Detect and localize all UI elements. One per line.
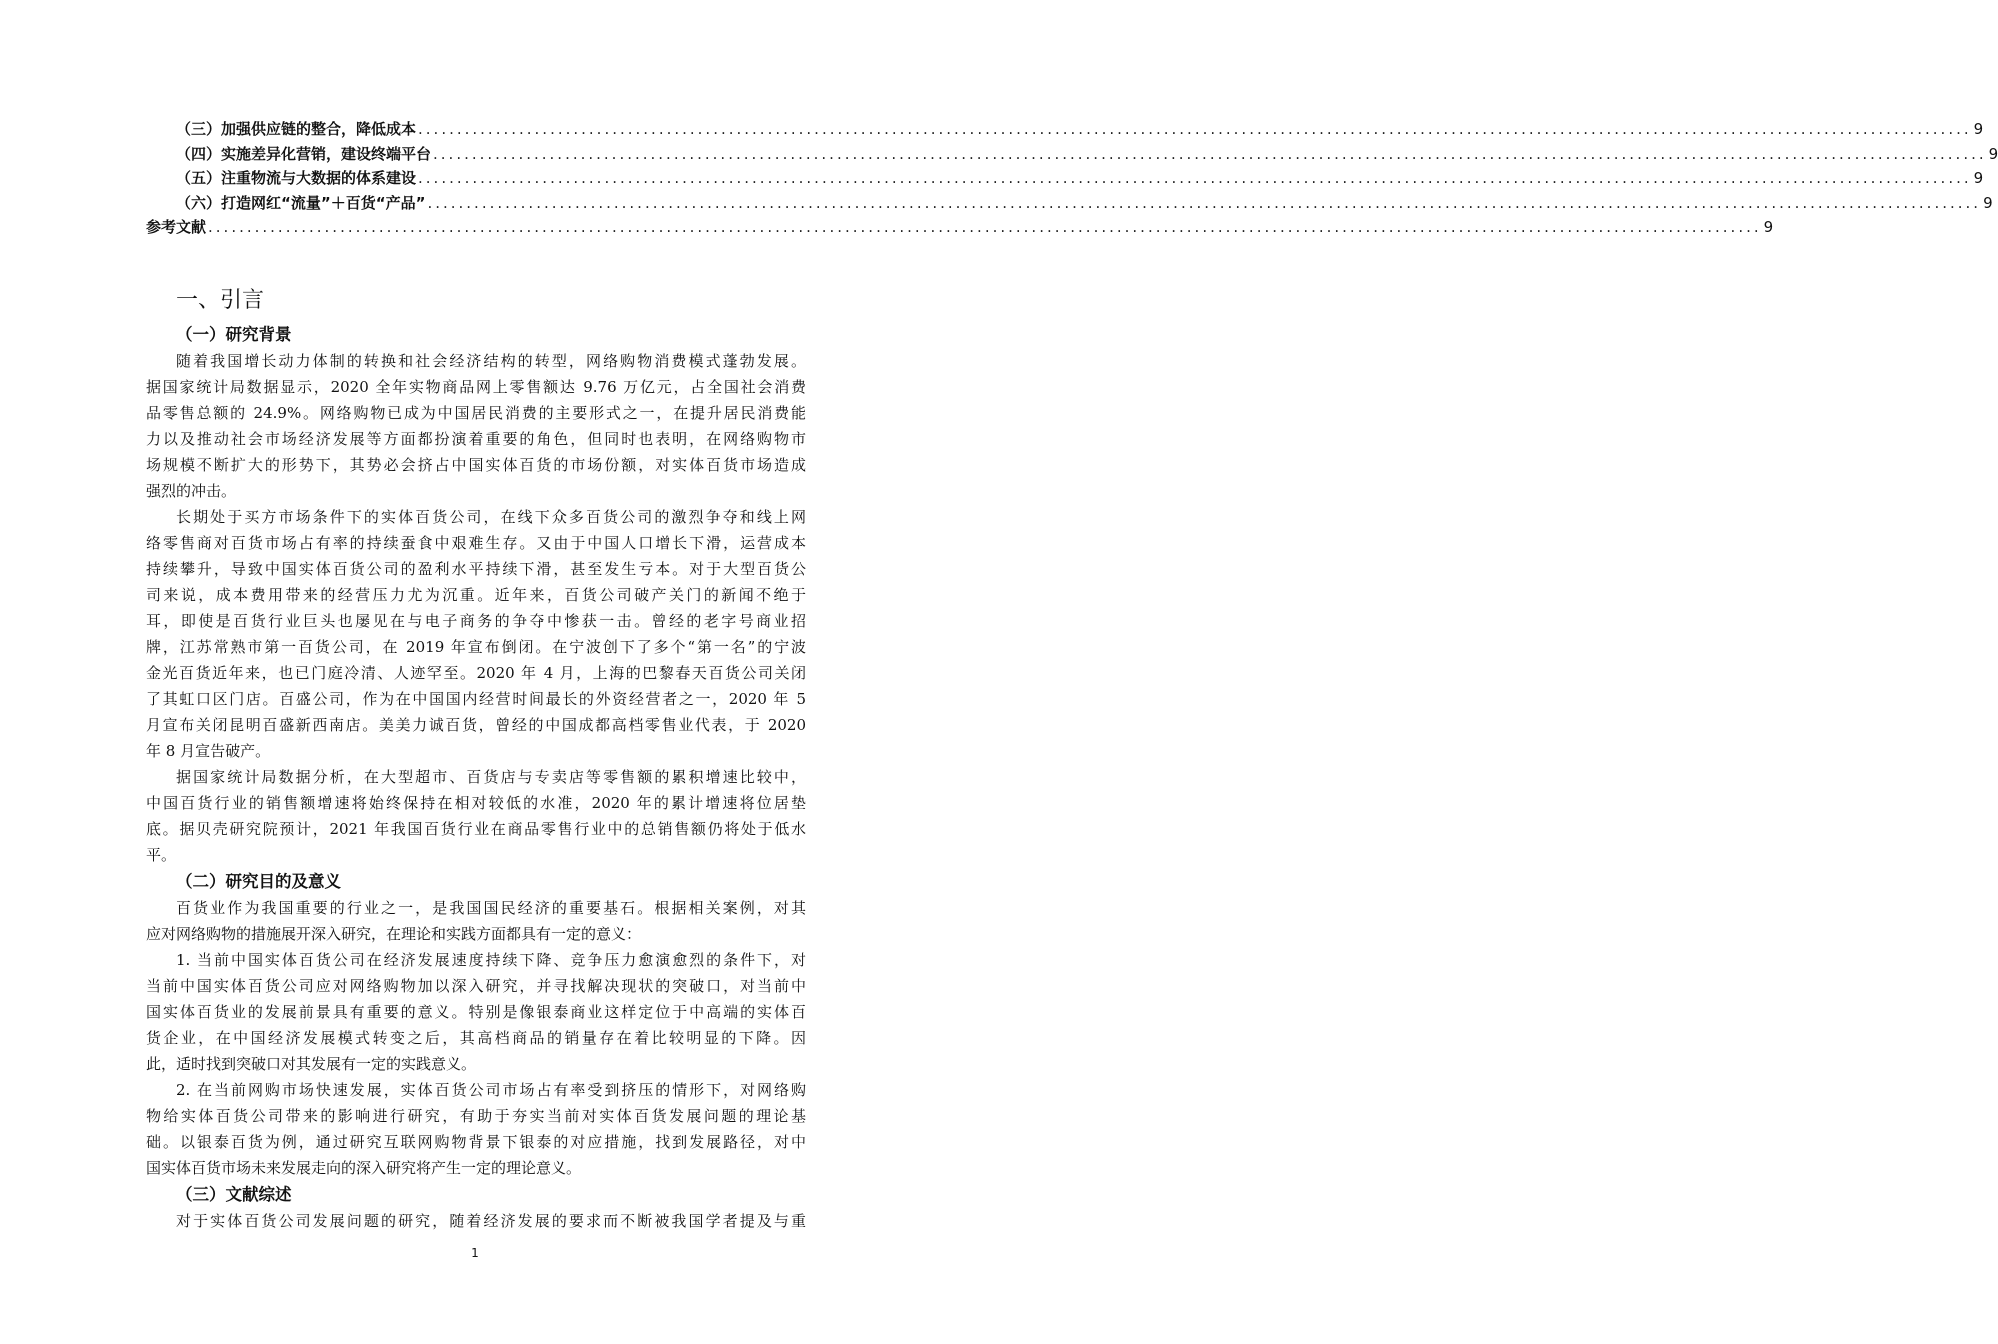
- paragraph: [146, 764, 806, 868]
- subsection-heading: （一）研究背景: [176, 325, 292, 344]
- toc-entry[interactable]: [146, 118, 1984, 143]
- text-line: 物给实体百货公司带来的影响进行研究，有助于夯实当前对实体百货发展问题的理论基: [146, 1107, 806, 1125]
- text-line: 此，适时找到突破口对其发展有一定的实践意义。: [146, 1055, 477, 1073]
- text-line: 对于实体百货公司发展问题的研究，随着经济发展的要求而不断被我国学者提及与重: [176, 1212, 806, 1230]
- toc-entry[interactable]: [146, 216, 1774, 241]
- text-line: 长期处于买方市场条件下的实体百货公司，在线下众多百货公司的激烈争夺和线上网: [176, 508, 806, 526]
- subsection-heading: （三）文献综述: [176, 1185, 292, 1204]
- section-title: 一、引言: [176, 288, 265, 313]
- toc-entry-page: 9: [1983, 193, 1993, 212]
- toc-entry-page: 9: [1763, 218, 1774, 236]
- toc-entry[interactable]: [146, 192, 1993, 217]
- paragraph: [146, 348, 806, 504]
- toc-entry[interactable]: [146, 167, 1984, 192]
- text-line: 金光百货近年来，也已门庭冷清、人迹罕至。2020 年 4 月，上海的巴黎春天百货公司关闭: [146, 664, 806, 682]
- toc-leader-dots: ........................................................................................................................................................................................................: [208, 218, 1762, 236]
- text-line: 络零售商对百货市场占有率的持续蚕食中艰难生存。又由于中国人口增长下滑，运营成本: [146, 534, 806, 552]
- document-body: [146, 282, 806, 1234]
- toc-entry-label: （四）实施差异化营销，建设终端平台: [176, 144, 432, 163]
- text-line: 强烈的冲击。: [146, 482, 237, 500]
- text-line: 耳，即使是百货行业巨头也屡见在与电子商务的争夺中惨获一击。曾经的老字号商业招: [146, 612, 806, 630]
- toc-entry-label: （六）打造网红“流量”＋百货“产品”: [176, 193, 426, 212]
- text-line: 底。据贝壳研究院预计，2021 年我国百货行业在商品零售行业中的总销售额仍将处于低水: [146, 820, 806, 838]
- toc-entry-page: 9: [1973, 120, 1984, 138]
- toc-leader-dots: ........................................................................................................................................................................................................: [418, 120, 1972, 138]
- text-line: 了其虹口区门店。百盛公司，作为在中国国内经营时间最长的外资经营者之一，2020 年 5: [146, 690, 806, 708]
- text-line: 据国家统计局数据显示，2020 全年实物商品网上零售额达 9.76 万亿元，占全国社会消费: [146, 378, 806, 396]
- text-line: 1. 当前中国实体百货公司在经济发展速度持续下降、竞争压力愈演愈烈的条件下，对: [176, 951, 806, 969]
- text-line: 场规模不断扩大的形势下，其势必会挤占中国实体百货的市场份额，对实体百货市场造成: [146, 456, 806, 474]
- toc-entry-page: 9: [1988, 144, 1998, 163]
- text-line: 应对网络购物的措施展开深入研究，在理论和实践方面都具有一定的意义：: [146, 925, 642, 943]
- text-line: 货企业，在中国经济发展模式转变之后，其高档商品的销量存在着比较明显的下降。因: [146, 1029, 806, 1047]
- text-line: 持续攀升，导致中国实体百货公司的盈利水平持续下滑，甚至发生亏本。对于大型百货公: [146, 560, 806, 578]
- toc-entry-label: （三）加强供应链的整合，降低成本: [176, 120, 417, 138]
- toc-leader-dots: ........................................................................................................................................................................................................: [427, 193, 1982, 212]
- table-of-contents: [146, 118, 1998, 241]
- text-line: 司来说，成本费用带来的经营压力尤为沉重。近年来，百货公司破产关门的新闻不绝于: [146, 586, 806, 604]
- text-line: 平。: [146, 846, 177, 864]
- text-line: 当前中国实体百货公司应对网络购物加以深入研究，并寻找解决现状的突破口，对当前中: [146, 977, 806, 995]
- toc-entry-label: （五）注重物流与大数据的体系建设: [176, 169, 417, 187]
- text-line: 国实体百货业的发展前景具有重要的意义。特别是像银泰商业这样定位于中高端的实体百: [146, 1003, 806, 1021]
- paragraph: [146, 895, 806, 947]
- text-line: 年 8 月宣告破产。: [146, 742, 271, 760]
- text-line: 中国百货行业的销售额增速将始终保持在相对较低的水准，2020 年的累计增速将位居垫: [146, 794, 806, 812]
- toc-entry[interactable]: [146, 143, 1998, 168]
- toc-entry-label: 参考文献: [146, 218, 207, 236]
- paragraph: [146, 1208, 806, 1234]
- text-line: 随着我国增长动力体制的转换和社会经济结构的转型，网络购物消费模式蓬勃发展。: [176, 352, 806, 370]
- page-number: 1: [471, 1246, 479, 1260]
- text-line: 牌，江苏常熟市第一百货公司，在 2019 年宣布倒闭。在宁波创下了多个“第一名”的宁波: [146, 638, 806, 656]
- paragraph: [146, 504, 806, 764]
- toc-leader-dots: ........................................................................................................................................................................................................: [433, 144, 1987, 163]
- text-line: 据国家统计局数据分析，在大型超市、百货店与专卖店等零售额的累积增速比较中，: [176, 768, 806, 786]
- paragraph: [146, 947, 806, 1077]
- toc-entry-page: 9: [1973, 169, 1984, 187]
- text-line: 百货业作为我国重要的行业之一，是我国国民经济的重要基石。根据相关案例，对其: [176, 899, 806, 917]
- toc-leader-dots: ........................................................................................................................................................................................................: [418, 169, 1972, 187]
- paragraph: [146, 1077, 806, 1181]
- subsection-heading: （二）研究目的及意义: [176, 872, 341, 891]
- text-line: 力以及推动社会市场经济发展等方面都扮演着重要的角色，但同时也表明，在网络购物市: [146, 430, 806, 448]
- text-line: 国实体百货市场未来发展走向的深入研究将产生一定的理论意义。: [146, 1159, 582, 1177]
- text-line: 2. 在当前网购市场快速发展，实体百货公司市场占有率受到挤压的情形下，对网络购: [176, 1081, 806, 1099]
- text-line: 品零售总额的 24.9%。网络购物已成为中国居民消费的主要形式之一，在提升居民消费能: [146, 404, 806, 422]
- text-line: 础。以银泰百货为例，通过研究互联网购物背景下银泰的对应措施，找到发展路径，对中: [146, 1133, 806, 1151]
- text-line: 月宣布关闭昆明百盛新西南店。美美力诚百货，曾经的中国成都高档零售业代表，于 2020: [146, 716, 806, 734]
